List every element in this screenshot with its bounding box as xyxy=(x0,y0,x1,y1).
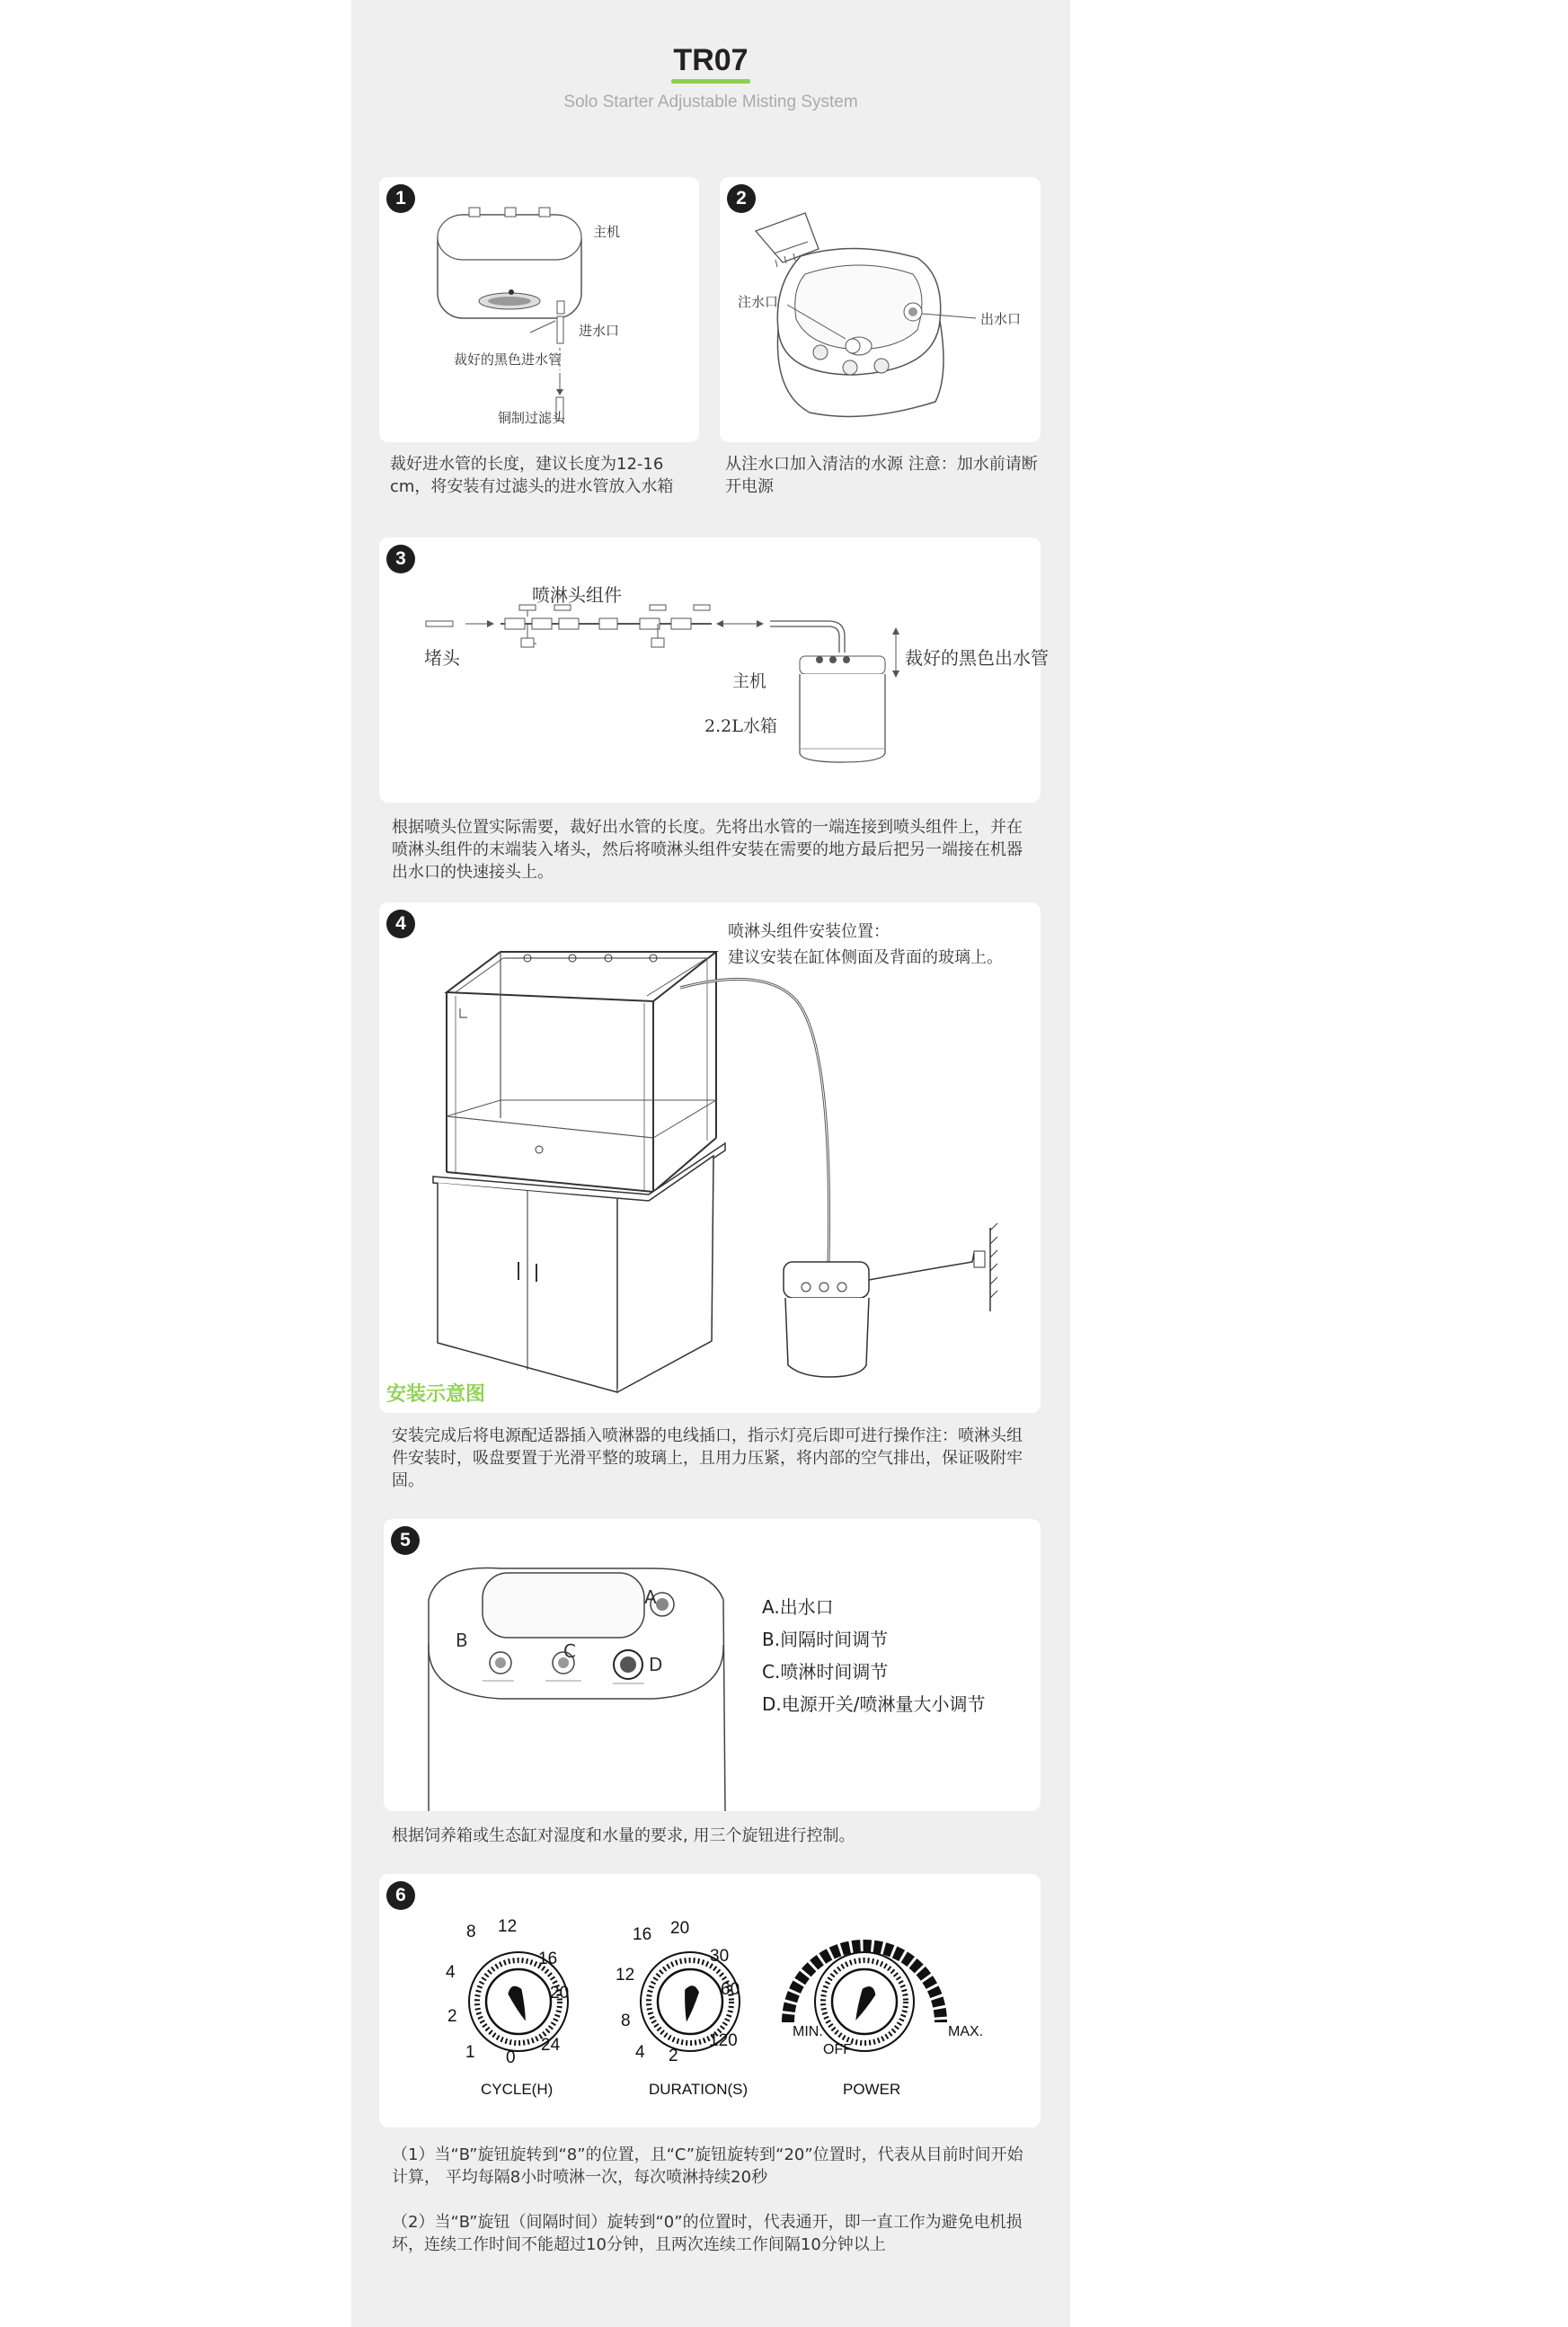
step-1-description: 裁好进水管的长度，建议长度为12-16 cm，将安装有过滤头的进水管放入水箱 xyxy=(390,455,674,496)
step-3-panel xyxy=(379,537,1049,803)
legend-item-c: C.喷淋时间调节 xyxy=(762,1661,889,1683)
dial-3-min: MIN. xyxy=(793,2024,823,2039)
step-3-tank-label: 2.2L水箱 xyxy=(704,716,777,736)
dial-2-tick-8: 8 xyxy=(621,2012,631,2030)
step-6-note-2: （2）当“B”旋钮（间隔时间）旋转到“0”的位置时，代表通开，即一直工作为避免电机损坏，连续工作时间不能超过10分钟，且两次连续工作间隔10分钟以上 xyxy=(392,2213,1023,2254)
step-2-number: 2 xyxy=(727,184,756,213)
step-1-host-label: 主机 xyxy=(593,224,621,240)
dial-1-tick-12: 12 xyxy=(498,1917,518,1936)
step-5-letter-c: C xyxy=(563,1640,576,1662)
dial-2-tick-60: 60 xyxy=(721,1980,740,1999)
step-5-number: 5 xyxy=(391,1526,420,1555)
step-5-description: 根据饲养箱或生态缸对湿度和水量的要求, 用三个旋钮进行控制。 xyxy=(392,1826,855,1845)
step-6-number: 6 xyxy=(386,1881,415,1910)
step-4-position-text: 建议安装在缸体侧面及背面的玻璃上。 xyxy=(728,948,1003,967)
step-6-note-1: （1）当“B”旋钮旋转到“8”的位置，且“C”旋钮旋转到“20”位置时，代表从目前时间开始计算， 平均每隔8小时喷淋一次，每次喷淋持续20秒 xyxy=(392,2145,1023,2187)
step-5-legend xyxy=(762,1591,986,1720)
dial-1-tick-4: 4 xyxy=(446,1963,456,1982)
step-4-panel xyxy=(379,902,1041,1413)
step-3-number: 3 xyxy=(386,545,415,573)
step-2-description: 从注水口加入清洁的水源 注意：加水前请断开电源 xyxy=(725,455,1038,496)
dial-1-tick-20: 20 xyxy=(550,1984,570,2003)
step-2-outlet-label: 出水口 xyxy=(980,311,1022,327)
step-5-panel xyxy=(384,1519,1041,1811)
dial-3-off: OFF xyxy=(823,2042,852,2057)
dial-1-tick-1: 1 xyxy=(465,2043,475,2062)
dial-2-tick-12: 12 xyxy=(616,1966,635,1985)
step-4-number: 4 xyxy=(386,910,415,938)
page-title: TR07 xyxy=(673,43,749,77)
dial-1-tick-8: 8 xyxy=(466,1923,476,1941)
step-4-position-title: 喷淋头组件安装位置： xyxy=(728,922,890,941)
step-4-illustration xyxy=(379,902,1041,1413)
step-3-host-label: 主机 xyxy=(732,671,767,691)
page xyxy=(351,0,1070,2327)
dial-2-caption: DURATION(S) xyxy=(649,2081,749,2098)
step-3-plug-label: 堵头 xyxy=(424,647,460,669)
dial-2-tick-120: 120 xyxy=(709,2031,738,2050)
step-1-filter-label: 铜制过滤头 xyxy=(498,410,566,426)
step-4-description: 安装完成后将电源配适器插入喷淋器的电线插口，指示灯亮后即可进行操作注：喷淋头组件安装时，吸盘要置于光滑平整的玻璃上，且用力压紧，将内部的空气排出，保证吸附牢固。 xyxy=(392,1426,1023,1490)
dial-2-tick-4: 4 xyxy=(635,2043,645,2062)
step-5-letter-a: A xyxy=(644,1586,657,1608)
step-2-panel xyxy=(720,177,1041,442)
legend-item-d: D.电源开关/喷淋量大小调节 xyxy=(762,1693,986,1715)
step-1-panel xyxy=(379,177,699,442)
legend-item-a: A.出水口 xyxy=(762,1596,834,1618)
dial-1-tick-16: 16 xyxy=(538,1950,558,1968)
step-3-illustration xyxy=(379,537,1041,803)
dial-2-tick-2: 2 xyxy=(669,2047,678,2065)
step-1-illustration xyxy=(379,177,699,442)
step-2-fill-port-label: 注水口 xyxy=(738,294,779,310)
step-3-outlet-tube-label: 裁好的黑色出水管 xyxy=(905,647,1049,669)
step-1-inlet-label: 进水口 xyxy=(579,323,620,339)
step-1-number: 1 xyxy=(386,184,415,213)
legend-item-b: B.间隔时间调节 xyxy=(762,1629,889,1650)
dial-2-tick-30: 30 xyxy=(710,1947,730,1966)
dial-2-tick-16: 16 xyxy=(633,1925,652,1944)
step-4-diagram-caption: 安装示意图 xyxy=(386,1383,486,1406)
dial-1-tick-2: 2 xyxy=(447,2007,457,2026)
dial-1-caption: CYCLE(H) xyxy=(481,2081,554,2098)
step-3-nozzle-assembly-label: 喷淋头组件 xyxy=(532,584,622,606)
step-3-description: 根据喷头位置实际需要，裁好出水管的长度。先将出水管的一端连接到喷头组件上，并在喷淋头组件的末端装入堵头，然后将喷淋头组件安装在需要的地方最后把另一端接在机器出水口的快速接头上。 xyxy=(392,818,1023,882)
step-5-letter-d: D xyxy=(649,1654,663,1675)
dial-2-tick-20: 20 xyxy=(670,1919,690,1938)
title-underline xyxy=(671,79,750,84)
dial-3-max: MAX. xyxy=(948,2024,984,2039)
step-6-panel xyxy=(379,1874,1041,2127)
step-1-inlet-tube-label: 裁好的黑色进水管 xyxy=(454,351,563,368)
dial-1-tick-24: 24 xyxy=(541,2036,561,2055)
dial-3-caption: POWER xyxy=(843,2081,901,2098)
step-5-letter-b: B xyxy=(456,1630,468,1651)
page-subtitle: Solo Starter Adjustable Misting System xyxy=(563,93,858,111)
dial-1-tick-0: 0 xyxy=(506,2048,516,2067)
